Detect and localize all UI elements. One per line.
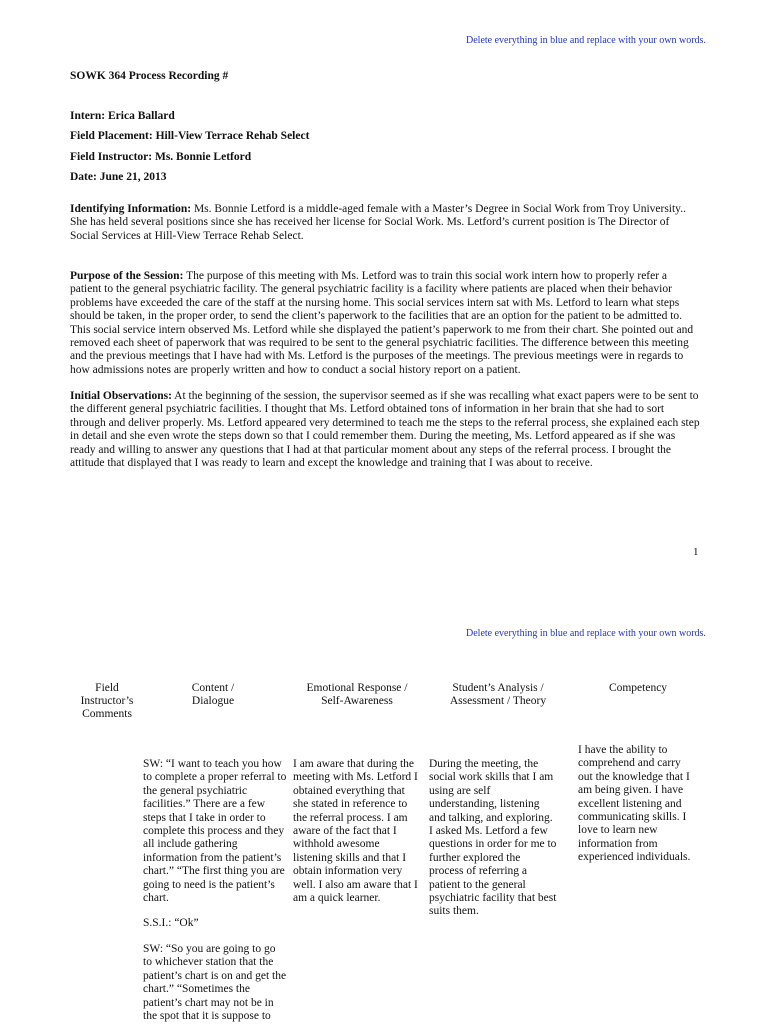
header-student-analysis: Student’s Analysis / Assessment / Theory	[449, 682, 547, 707]
identifying-information-label: Identifying Information:	[70, 203, 192, 215]
identifying-information-text: Ms. Bonnie Letford is a middle-aged female with a Master’s Degree in Social Work from Troy University.. She has held several positions since she has received her license for Social Work. Ms. Letford’s current position is The Director of Social Services at Hill-View Terrace Rehab Select.	[70, 203, 686, 242]
header-field-instructor-comments: Field Instructor’s Comments	[80, 682, 134, 720]
dialogue-paragraph: SW: “So you are going to go to whichever station that the patient’s chart is on and get the chart.” “Sometimes the patient’s chart may not be in the spot that it is suppose to	[143, 942, 287, 1022]
purpose-paragraph	[70, 270, 700, 377]
page-number: 1	[693, 546, 699, 558]
header-content-dialogue: Content / Dialogue	[191, 682, 235, 707]
header-emotional-response: Emotional Response / Self-Awareness	[306, 682, 408, 707]
document-title: SOWK 364 Process Recording #	[70, 70, 229, 82]
instruction-note-page2: Delete everything in blue and replace with your own words.	[466, 628, 706, 639]
initial-observations-label: Initial Observations:	[70, 390, 172, 402]
content-dialogue-cell	[143, 758, 287, 1035]
intern-line: Intern: Erica Ballard	[70, 110, 175, 122]
student-analysis-cell: During the meeting, the social work skills that I am using are self understanding, listening and talking, and exploring. I asked Ms. Letford a few questions in order for me to further explored the process of referring a patient to the general psychiatric facility that best suits them.	[429, 758, 557, 918]
dialogue-paragraph: SW: “I want to teach you how to complete a proper referral to the general psychiatric facilities.” There are a few steps that I take in order to complete this process and they all include gathering information from the patient’s chart.” “The first thing you are going to need is the patient’s chart.	[143, 758, 287, 905]
purpose-text: The purpose of this meeting with Ms. Letford was to train this social work intern how to properly refer a patient to the general psychiatric facility. The general psychiatric facility is a facility where patients are placed when their behavior problems have exceeded the care of the staff at the nursing home. This social services intern sat with Ms. Letford to learn what steps should be taken, in the proper order, to send the client’s paperwork to the facilities that are an option for the patient to be admitted to. This social service intern observed Ms. Letford while she displayed the patient’s paperwork to me from their chart. She pointed out and removed each sheet of paperwork that was required to be sent to the general psychiatric facilities. The difference between this meeting and the previous meetings that I have had with Ms. Letford is the purposes of the meetings. The previous meetings were in regards to how admissions notes are properly written and how to conduct a social history report on a patient.	[70, 270, 694, 376]
date-line: Date: June 21, 2013	[70, 171, 167, 183]
instruction-note: Delete everything in blue and replace with your own words.	[466, 35, 706, 46]
field-instructor-line: Field Instructor: Ms. Bonnie Letford	[70, 151, 252, 163]
emotional-response-cell: I am aware that during the meeting with Ms. Letford I obtained everything that she stated in reference to the referral process. I am aware of the fact that I withhold awesome listening skills and that I obtain information very well. I also am aware that I am a quick learner.	[293, 758, 418, 905]
purpose-label: Purpose of the Session:	[70, 270, 184, 282]
initial-observations-paragraph	[70, 390, 700, 470]
identifying-information-paragraph	[70, 203, 700, 243]
competency-cell: I have the ability to comprehend and carry out the knowledge that I am being given. I have excellent listening and communicating skills. I love to learn new information from experienced individuals.	[578, 744, 691, 864]
field-placement-line: Field Placement: Hill-View Terrace Rehab Select	[70, 130, 310, 142]
dialogue-paragraph: S.S.I.: “Ok”	[143, 917, 199, 930]
header-competency: Competency	[608, 682, 668, 694]
initial-observations-text: At the beginning of the session, the supervisor seemed as if she was recalling what exact papers were to be sent to the different general psychiatric facilities. I thought that Ms. Letford obtained tons of information in her brain that she had to sort through and deliver properly. Ms. Letford appeared very determined to teach me the steps to the referral process, she explained each step in detail and she even wrote the steps down so that I could remember them. During the meeting, Ms. Letford appeared as if she was ready and willing to answer any questions that I had at that particular moment about any steps of the referral process. I brought the attitude that displayed that I was ready to learn and except the knowledge and training that I was about to receive.	[70, 390, 700, 470]
